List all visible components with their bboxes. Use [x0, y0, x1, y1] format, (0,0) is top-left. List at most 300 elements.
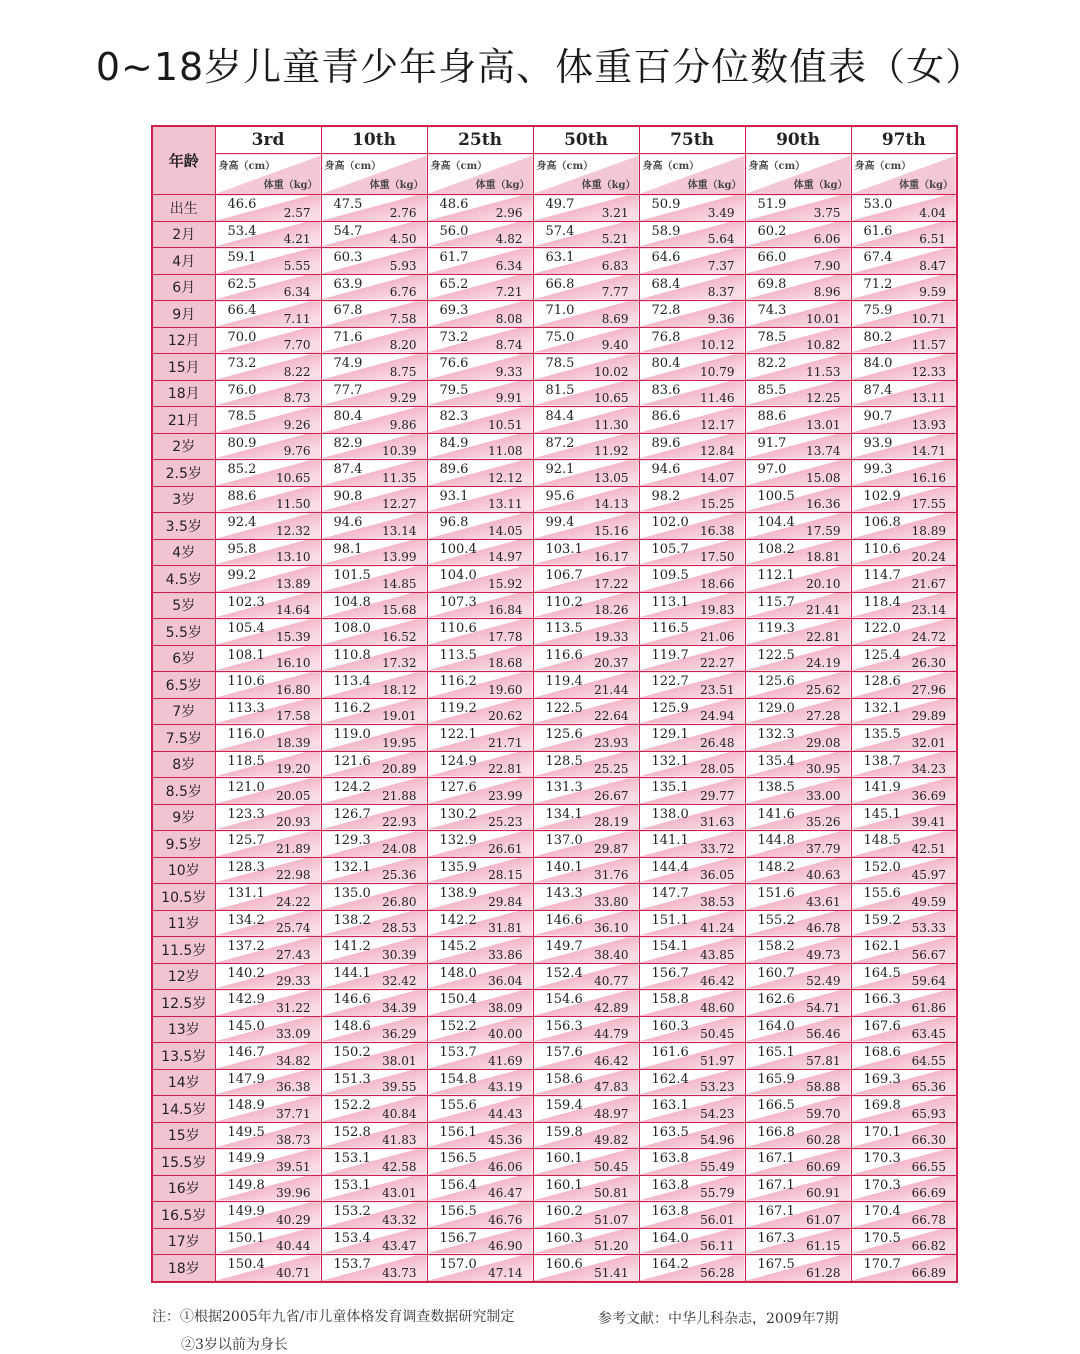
percentile-cell	[745, 274, 851, 301]
height-value: 142.2	[439, 912, 477, 928]
height-value: 131.3	[545, 780, 583, 795]
weight-value: 40.84	[382, 1106, 417, 1121]
height-value: 153.1	[333, 1177, 371, 1193]
weight-value: 16.36	[806, 497, 841, 511]
table-row	[152, 698, 957, 725]
percentile-header: 97th	[851, 126, 957, 154]
height-value: 92.4	[227, 515, 257, 530]
percentile-cell	[533, 380, 639, 407]
percentile-cell	[745, 460, 851, 487]
weight-value: 26.48	[700, 735, 735, 750]
weight-value: 25.25	[594, 762, 629, 776]
height-value: 63.9	[333, 276, 363, 292]
height-value: 89.6	[651, 435, 681, 451]
weight-value: 11.08	[488, 444, 523, 458]
percentile-cell	[851, 937, 957, 964]
weight-value: 34.39	[382, 1000, 417, 1015]
weight-value: 16.38	[700, 523, 735, 538]
weight-value: 29.08	[806, 735, 841, 750]
percentile-cell	[321, 857, 427, 884]
weight-value: 49.59	[911, 894, 946, 909]
height-value: 153.1	[333, 1151, 371, 1166]
table-row	[152, 460, 957, 487]
height-value: 66.0	[757, 250, 787, 265]
height-value: 125.6	[757, 674, 795, 689]
height-value: 92.1	[545, 462, 575, 477]
weight-value: 56.67	[911, 947, 946, 962]
weight-value: 60.28	[806, 1133, 841, 1147]
percentile-cell	[639, 354, 745, 381]
percentile-cell	[215, 645, 321, 672]
table-row	[152, 221, 957, 248]
percentile-cell	[851, 1255, 957, 1282]
height-unit-label: 身高（cm）	[854, 161, 912, 172]
weight-value: 17.22	[594, 576, 629, 591]
percentile-cell	[321, 486, 427, 513]
weight-value: 7.77	[601, 285, 629, 299]
height-value: 94.6	[651, 462, 681, 477]
height-value: 87.4	[333, 462, 363, 477]
weight-value: 13.99	[382, 550, 417, 564]
table-row	[152, 1016, 957, 1043]
percentile-cell	[321, 248, 427, 275]
weight-value: 24.94	[700, 709, 735, 723]
height-value: 165.1	[757, 1045, 795, 1060]
percentile-cell	[745, 884, 851, 911]
weight-value: 17.32	[382, 656, 417, 670]
percentile-cell	[215, 1069, 321, 1096]
height-value: 150.4	[227, 1257, 265, 1272]
weight-value: 33.86	[488, 947, 523, 962]
weight-value: 4.04	[919, 205, 946, 220]
height-value: 122.5	[757, 647, 795, 663]
height-value: 109.5	[651, 568, 689, 583]
weight-value: 14.07	[700, 470, 735, 485]
height-value: 125.9	[651, 700, 689, 716]
height-value: 113.4	[333, 674, 371, 689]
weight-value: 18.89	[911, 523, 946, 538]
height-value: 113.1	[651, 594, 689, 610]
percentile-cell	[851, 963, 957, 990]
percentile-cell	[533, 1122, 639, 1149]
height-value: 76.8	[651, 329, 681, 345]
weight-value: 43.19	[488, 1080, 523, 1094]
weight-value: 15.68	[382, 603, 417, 617]
percentile-cell	[215, 910, 321, 937]
height-value: 110.6	[227, 674, 265, 689]
height-value: 165.9	[757, 1071, 795, 1087]
percentile-cell	[851, 1202, 957, 1229]
weight-value: 4.50	[389, 232, 417, 246]
height-value: 144.8	[757, 833, 795, 848]
table-row	[152, 407, 957, 434]
weight-value: 2.76	[389, 205, 417, 220]
height-value: 93.1	[439, 488, 469, 504]
percentile-cell	[851, 1149, 957, 1176]
weight-value: 13.11	[911, 391, 946, 405]
height-value: 99.4	[545, 515, 575, 530]
weight-value: 36.05	[700, 868, 735, 882]
table-row	[152, 884, 957, 911]
height-value: 135.4	[757, 753, 795, 769]
percentile-cell	[321, 910, 427, 937]
weight-value: 43.73	[382, 1265, 417, 1280]
height-value: 71.6	[333, 329, 363, 345]
weight-value: 21.67	[911, 576, 946, 591]
height-value: 51.9	[757, 197, 787, 212]
percentile-cell	[533, 857, 639, 884]
weight-value: 40.77	[594, 974, 629, 988]
percentile-cell	[215, 1149, 321, 1176]
height-value: 160.3	[651, 1018, 689, 1034]
weight-value: 53.33	[911, 921, 946, 935]
measure-header	[321, 154, 427, 195]
percentile-cell	[427, 725, 533, 752]
height-value: 142.9	[227, 992, 265, 1007]
weight-value: 39.96	[276, 1186, 311, 1200]
percentile-cell	[215, 407, 321, 434]
age-cell: 16岁	[152, 1175, 215, 1202]
weight-value: 34.82	[276, 1053, 311, 1068]
percentile-cell	[745, 751, 851, 778]
weight-value: 61.28	[806, 1265, 841, 1280]
weight-value: 39.55	[382, 1080, 417, 1094]
percentile-cell	[533, 539, 639, 566]
weight-value: 39.51	[276, 1159, 311, 1174]
weight-value: 14.05	[488, 523, 523, 538]
weight-value: 12.32	[276, 523, 311, 538]
weight-value: 43.01	[382, 1186, 417, 1200]
height-value: 67.4	[863, 250, 893, 265]
percentile-cell	[639, 778, 745, 805]
height-value: 170.4	[863, 1204, 901, 1219]
weight-value: 13.05	[594, 470, 629, 485]
height-value: 91.7	[757, 435, 787, 451]
weight-value: 11.57	[911, 338, 946, 352]
weight-value: 9.86	[389, 417, 417, 432]
age-cell: 8.5岁	[152, 778, 215, 805]
height-value: 71.0	[545, 303, 575, 318]
height-value: 159.8	[545, 1124, 583, 1140]
height-value: 148.2	[757, 859, 795, 875]
percentile-cell	[639, 1175, 745, 1202]
percentile-cell	[427, 539, 533, 566]
weight-value: 24.22	[276, 894, 311, 909]
height-value: 106.7	[545, 568, 583, 583]
height-value: 78.5	[757, 329, 787, 345]
weight-value: 11.50	[276, 497, 311, 511]
height-value: 101.5	[333, 568, 371, 583]
height-value: 62.5	[227, 276, 257, 292]
height-value: 66.4	[227, 303, 257, 318]
table-row	[152, 486, 957, 513]
weight-value: 9.26	[283, 417, 311, 432]
percentile-cell	[851, 1069, 957, 1096]
weight-value: 14.13	[594, 497, 629, 511]
percentile-cell	[639, 1202, 745, 1229]
height-value: 153.7	[439, 1045, 477, 1060]
height-value: 123.3	[227, 806, 265, 822]
percentile-header: 50th	[533, 126, 639, 154]
percentile-cell	[533, 963, 639, 990]
height-value: 145.1	[863, 806, 901, 822]
weight-value: 48.60	[700, 1000, 735, 1015]
height-value: 141.2	[333, 939, 371, 954]
height-value: 124.2	[333, 780, 371, 795]
table-row	[152, 910, 957, 937]
percentile-cell	[427, 1149, 533, 1176]
height-value: 156.5	[439, 1151, 477, 1166]
table-row	[152, 248, 957, 275]
percentile-cell	[215, 1122, 321, 1149]
height-value: 116.5	[651, 621, 689, 636]
percentile-cell	[533, 778, 639, 805]
height-value: 150.2	[333, 1045, 371, 1060]
weight-value: 36.10	[594, 921, 629, 935]
percentile-cell	[745, 990, 851, 1017]
age-cell: 13.5岁	[152, 1043, 215, 1070]
height-value: 122.1	[439, 727, 477, 742]
weight-value: 47.14	[488, 1265, 523, 1280]
height-unit-label: 身高（cm）	[642, 161, 700, 172]
height-value: 141.9	[863, 780, 901, 795]
height-value: 166.5	[757, 1098, 795, 1113]
table-row	[152, 778, 957, 805]
weight-value: 26.67	[594, 788, 629, 803]
height-value: 72.8	[651, 303, 681, 318]
percentile-cell	[533, 592, 639, 619]
height-value: 80.4	[333, 409, 363, 424]
weight-value: 17.58	[276, 709, 311, 723]
height-value: 129.3	[333, 833, 371, 848]
height-value: 59.1	[227, 250, 257, 265]
percentile-cell	[427, 1228, 533, 1255]
height-value: 108.0	[333, 621, 371, 636]
percentile-cell	[639, 1149, 745, 1176]
height-value: 159.2	[863, 912, 901, 928]
weight-value: 31.76	[594, 868, 629, 882]
percentile-cell	[533, 910, 639, 937]
height-value: 156.3	[545, 1018, 583, 1034]
growth-percentile-table	[151, 125, 958, 1283]
weight-value: 50.45	[594, 1159, 629, 1174]
percentile-cell	[851, 751, 957, 778]
weight-value: 11.46	[700, 391, 735, 405]
table-row	[152, 619, 957, 646]
height-value: 162.1	[863, 939, 901, 954]
weight-value: 33.00	[806, 788, 841, 803]
percentile-cell	[639, 1122, 745, 1149]
weight-value: 8.69	[601, 311, 629, 326]
weight-value: 30.39	[382, 947, 417, 962]
percentile-cell	[745, 937, 851, 964]
weight-value: 35.26	[806, 815, 841, 829]
height-value: 89.6	[439, 462, 469, 477]
height-value: 156.4	[439, 1177, 477, 1193]
height-value: 167.5	[757, 1257, 795, 1272]
percentile-cell	[745, 910, 851, 937]
height-value: 85.5	[757, 382, 787, 398]
percentile-cell	[427, 566, 533, 593]
height-value: 112.1	[757, 568, 795, 583]
percentile-header: 75th	[639, 126, 745, 154]
age-cell: 5.5岁	[152, 619, 215, 646]
weight-value: 13.11	[488, 497, 523, 511]
height-value: 166.8	[757, 1124, 795, 1140]
weight-value: 19.01	[382, 709, 417, 723]
percentile-cell	[851, 990, 957, 1017]
table-row	[152, 327, 957, 354]
percentile-cell	[639, 513, 745, 540]
height-value: 124.9	[439, 753, 477, 769]
percentile-cell	[321, 513, 427, 540]
height-value: 71.2	[863, 276, 893, 292]
weight-value: 9.76	[283, 444, 311, 458]
height-value: 125.7	[227, 833, 265, 848]
percentile-cell	[427, 1016, 533, 1043]
measure-header	[851, 154, 957, 195]
weight-value: 28.53	[382, 921, 417, 935]
weight-value: 12.25	[806, 391, 841, 405]
percentile-cell	[533, 645, 639, 672]
age-cell: 12.5岁	[152, 990, 215, 1017]
height-value: 156.1	[439, 1124, 477, 1140]
age-cell: 9.5岁	[152, 831, 215, 858]
percentile-cell	[321, 884, 427, 911]
percentile-cell	[427, 592, 533, 619]
height-value: 115.7	[757, 594, 795, 610]
height-value: 96.8	[439, 515, 469, 530]
percentile-cell	[745, 592, 851, 619]
weight-value: 12.33	[911, 364, 946, 379]
percentile-cell	[533, 1149, 639, 1176]
percentile-cell	[215, 1202, 321, 1229]
weight-value: 23.93	[594, 735, 629, 750]
weight-value: 19.20	[276, 762, 311, 776]
height-value: 135.0	[333, 886, 371, 901]
table-row	[152, 1202, 957, 1229]
percentile-cell	[639, 645, 745, 672]
weight-value: 10.02	[594, 364, 629, 379]
percentile-cell	[215, 354, 321, 381]
height-value: 159.4	[545, 1098, 583, 1113]
height-value: 156.5	[439, 1204, 477, 1219]
weight-unit-label: 体重（kg）	[369, 180, 424, 191]
weight-value: 5.93	[389, 258, 417, 273]
percentile-cell	[215, 433, 321, 460]
percentile-cell	[639, 1255, 745, 1282]
height-value: 53.0	[863, 197, 893, 212]
percentile-cell	[321, 1043, 427, 1070]
weight-value: 6.34	[495, 258, 523, 273]
weight-value: 24.72	[911, 629, 946, 644]
height-value: 84.4	[545, 409, 575, 424]
age-cell: 4月	[152, 248, 215, 275]
age-cell: 16.5岁	[152, 1202, 215, 1229]
weight-value: 46.78	[806, 921, 841, 935]
percentile-cell	[215, 486, 321, 513]
height-value: 170.1	[863, 1124, 901, 1140]
height-value: 61.7	[439, 250, 469, 265]
height-value: 151.6	[757, 886, 795, 901]
weight-value: 44.79	[594, 1027, 629, 1041]
height-value: 116.2	[439, 674, 477, 689]
weight-value: 45.36	[488, 1133, 523, 1147]
height-value: 148.9	[227, 1098, 265, 1113]
height-value: 158.6	[545, 1071, 583, 1087]
measure-header-row	[152, 154, 957, 195]
height-value: 135.5	[863, 727, 901, 742]
percentile-cell	[215, 672, 321, 699]
percentile-cell	[533, 1175, 639, 1202]
weight-value: 23.99	[488, 788, 523, 803]
weight-value: 41.83	[382, 1133, 417, 1147]
height-value: 143.3	[545, 886, 583, 901]
percentile-cell	[533, 1228, 639, 1255]
height-value: 97.0	[757, 462, 787, 477]
height-value: 128.5	[545, 753, 583, 769]
percentile-cell	[851, 804, 957, 831]
height-value: 110.2	[545, 594, 583, 610]
height-value: 81.5	[545, 382, 575, 398]
height-value: 128.3	[227, 859, 265, 875]
weight-value: 14.97	[488, 550, 523, 564]
height-value: 110.6	[439, 621, 477, 636]
percentile-cell	[215, 592, 321, 619]
percentile-cell	[321, 274, 427, 301]
height-value: 116.0	[227, 727, 265, 742]
percentile-cell	[533, 274, 639, 301]
weight-value: 51.41	[594, 1265, 629, 1280]
height-value: 57.4	[545, 223, 575, 239]
weight-value: 46.42	[700, 974, 735, 988]
weight-value: 54.96	[700, 1133, 735, 1147]
height-value: 146.7	[227, 1045, 265, 1060]
height-value: 146.6	[545, 912, 583, 928]
height-value: 84.0	[863, 356, 893, 371]
weight-value: 17.59	[806, 523, 841, 538]
weight-value: 20.05	[276, 788, 311, 803]
weight-value: 8.74	[495, 338, 523, 352]
height-value: 49.7	[545, 197, 575, 212]
percentile-cell	[321, 672, 427, 699]
table-row	[152, 1228, 957, 1255]
height-value: 158.2	[757, 939, 795, 954]
height-value: 167.6	[863, 1018, 901, 1034]
measure-header	[533, 154, 639, 195]
weight-value: 39.41	[911, 815, 946, 829]
height-value: 160.1	[545, 1177, 583, 1193]
height-value: 145.0	[227, 1018, 265, 1034]
height-value: 105.7	[651, 541, 689, 557]
height-unit-label: 身高（cm）	[324, 161, 382, 172]
weight-value: 30.95	[806, 762, 841, 776]
height-value: 154.6	[545, 992, 583, 1007]
age-cell: 10岁	[152, 857, 215, 884]
height-value: 119.3	[757, 621, 795, 636]
height-value: 138.0	[651, 806, 689, 822]
weight-value: 8.08	[495, 311, 523, 326]
age-cell: 12月	[152, 327, 215, 354]
weight-value: 46.76	[488, 1212, 523, 1227]
height-unit-label: 身高（cm）	[536, 161, 594, 172]
height-value: 98.2	[651, 488, 681, 504]
weight-value: 6.06	[813, 232, 841, 246]
height-value: 108.2	[757, 541, 795, 557]
height-value: 153.4	[333, 1230, 371, 1246]
height-unit-label: 身高（cm）	[748, 161, 806, 172]
weight-value: 17.55	[911, 497, 946, 511]
